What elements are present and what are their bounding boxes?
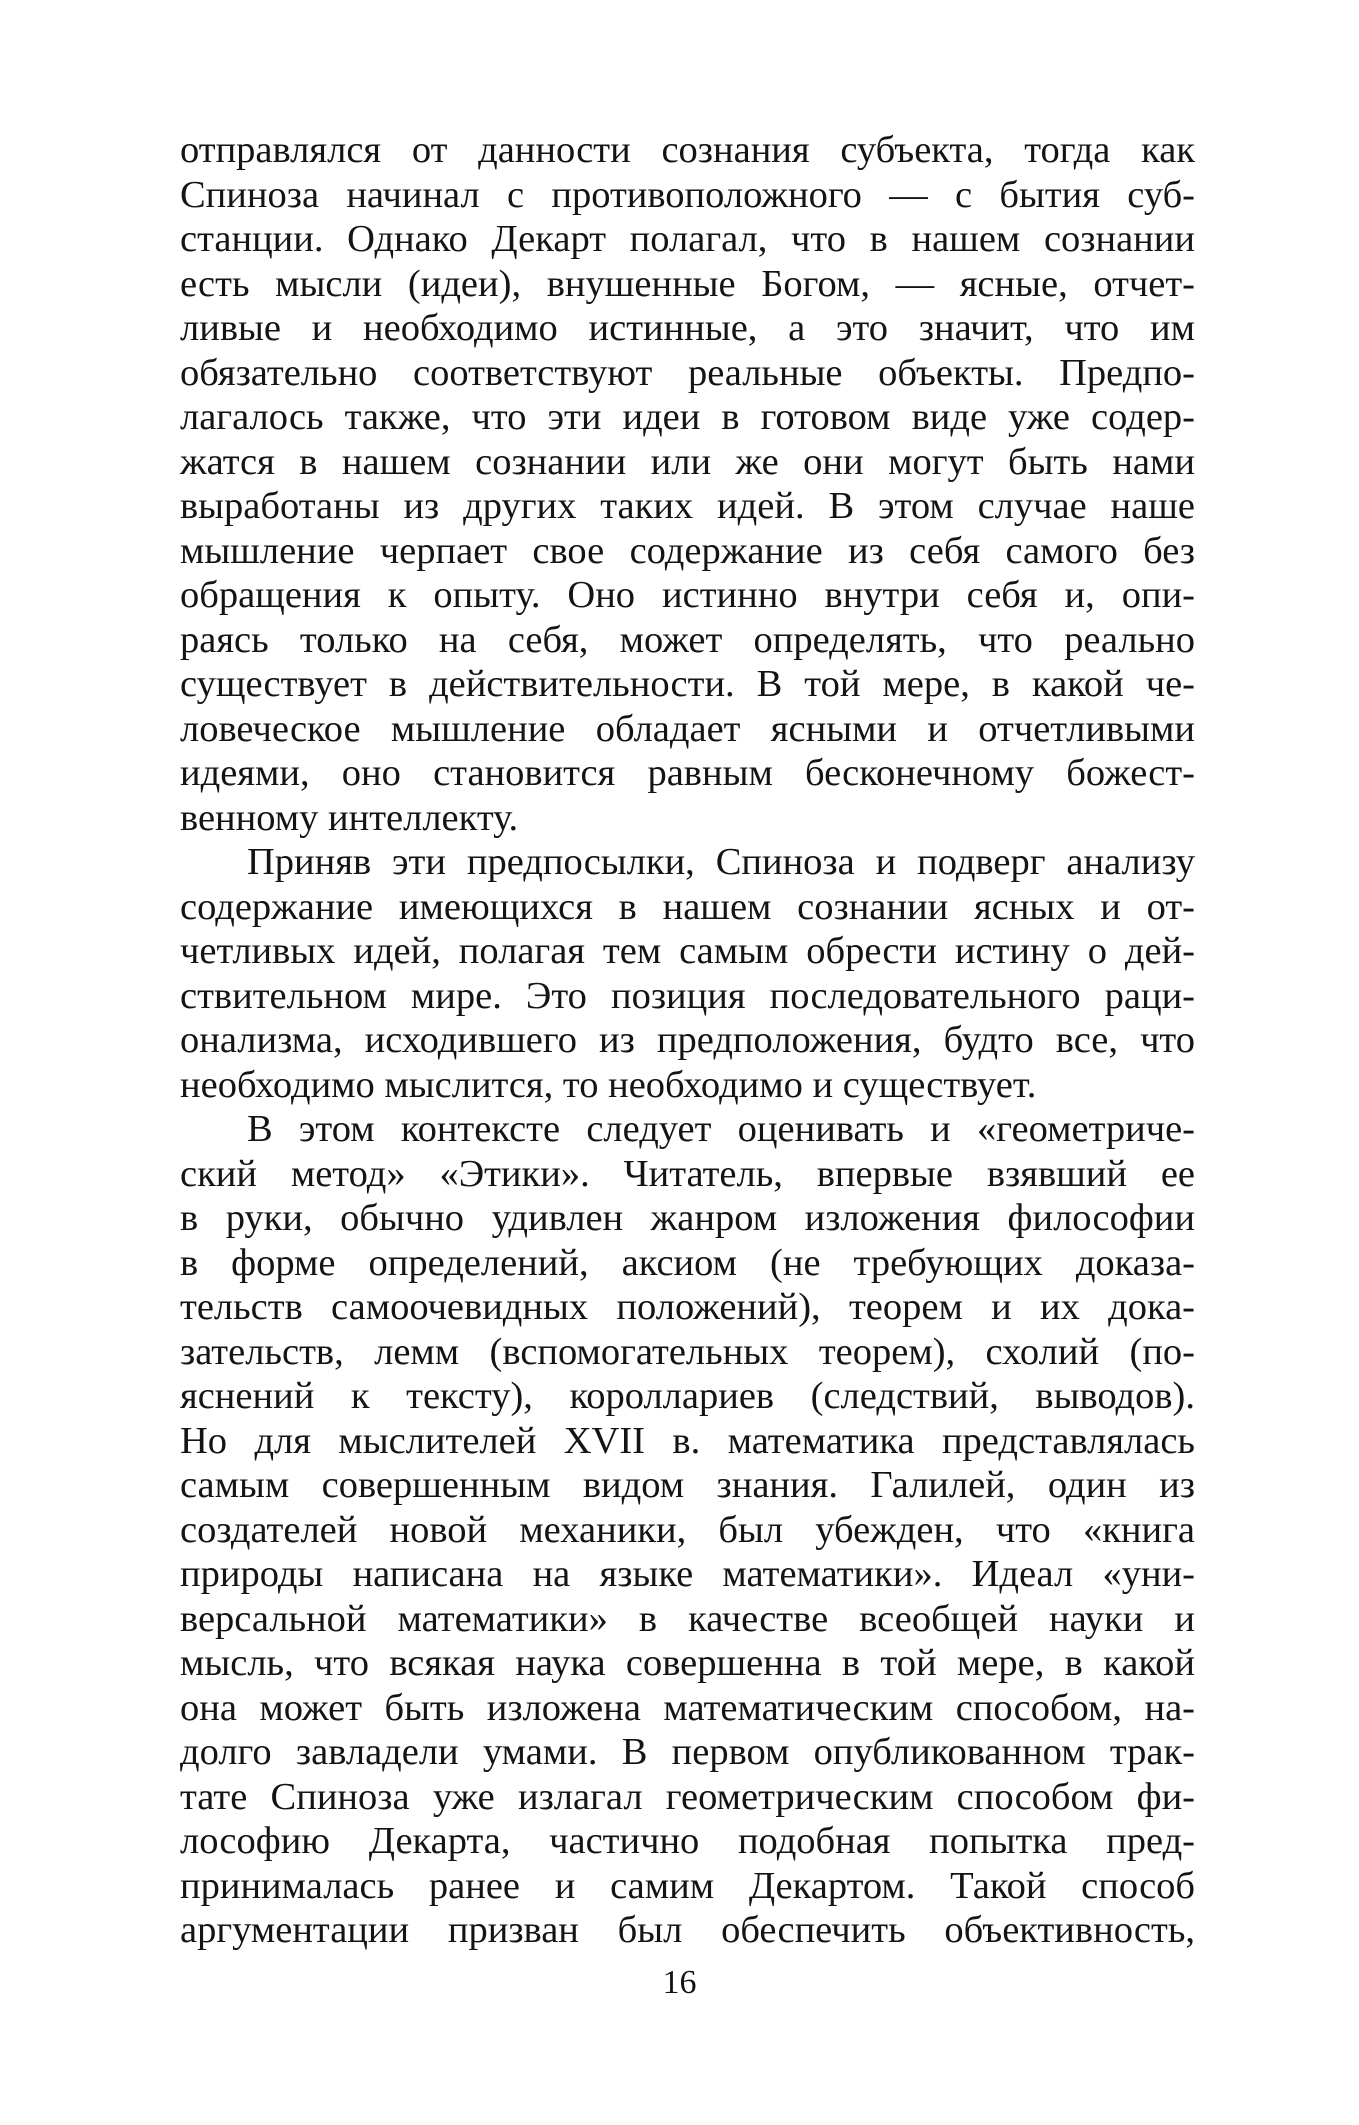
text-line: обращения к опыту. Оно истинно внутри себя и, опи-: [180, 574, 1195, 616]
text-line: ский метод» «Этики». Читатель, впервые взявший ее: [180, 1152, 1195, 1195]
text-line: ливые и необходимо истинные, а это значит, что им: [180, 307, 1195, 349]
text-line: жатся в нашем сознании или же они могут быть нами: [180, 440, 1195, 483]
text-line: тате Спиноза уже излагал геометрическим способом фи-: [180, 1775, 1195, 1818]
text-line: обязательно соответствуют реальные объекты. Предпо-: [180, 351, 1195, 394]
text-line: Но для мыслителей XVII в. математика представлялась: [180, 1419, 1195, 1462]
text-line: она может быть изложена математическим способом, на-: [180, 1686, 1195, 1729]
text-line: в форме определений, аксиом (не требующих доказа-: [180, 1241, 1195, 1284]
text-line: лагалось также, что эти идеи в готовом виде уже содер-: [180, 396, 1195, 438]
page-body: [180, 128, 1195, 1953]
text-line: В этом контексте следует оценивать и «геометриче-: [247, 1108, 1195, 1150]
text-line: ствительном мире. Это позиция последовательного раци-: [180, 974, 1195, 1017]
paragraph: [180, 1107, 1195, 1953]
text-line: мысль, что всякая наука совершенна в той мере, в какой: [180, 1642, 1195, 1684]
text-line: мышление черпает свое содержание из себя самого без: [180, 529, 1195, 572]
text-line: зательств, лемм (вспомогательных теорем), схолий (по-: [180, 1330, 1195, 1373]
text-line: самым совершенным видом знания. Галилей, один из: [180, 1464, 1195, 1506]
text-line: создателей новой механики, был убежден, что «книга: [180, 1508, 1195, 1551]
text-line: станции. Однако Декарт полагал, что в нашем сознании: [180, 218, 1195, 260]
text-line: необходимо мыслится, то необходимо и существует.: [180, 1063, 1037, 1106]
text-line: долго завладели умами. В первом опубликованном трак-: [180, 1731, 1195, 1773]
text-line: природы написана на языке математики». Идеал «уни-: [180, 1553, 1195, 1595]
text-line: тельств самоочевидных положений), теорем и их дока-: [180, 1286, 1195, 1328]
text-line: содержание имеющихся в нашем сознании ясных и от-: [180, 885, 1195, 928]
text-line: яснений к тексту), короллариев (следствий, выводов).: [180, 1375, 1195, 1417]
text-line: выработаны из других таких идей. В этом случае наше: [180, 485, 1195, 527]
text-line: четливых идей, полагая тем самым обрести истину о дей-: [180, 930, 1195, 972]
text-line: есть мысли (идеи), внушенные Богом, — ясные, отчет-: [180, 262, 1195, 305]
text-line: принималась ранее и самим Декартом. Такой способ: [180, 1864, 1195, 1907]
text-line: идеями, оно становится равным бесконечному божест-: [180, 752, 1195, 794]
text-line: отправлялся от данности сознания субъекта, тогда как: [180, 129, 1195, 171]
text-line: Приняв эти предпосылки, Спиноза и подверг анализу: [247, 841, 1195, 883]
text-line: версальной математики» в качестве всеобщей науки и: [180, 1597, 1195, 1640]
text-line: ловеческое мышление обладает ясными и отчетливыми: [180, 707, 1195, 750]
text-line: онализма, исходившего из предположения, будто все, что: [180, 1019, 1195, 1061]
text-line: венному интеллекту.: [180, 796, 519, 839]
text-line: существует в действительности. В той мере, в какой че-: [180, 663, 1195, 705]
text-line: в руки, обычно удивлен жанром изложения философии: [180, 1197, 1195, 1239]
text-line: аргументации призван был обеспечить объективность,: [180, 1909, 1195, 1951]
paragraph: [180, 840, 1195, 1107]
text-line: Спиноза начинал с противоположного — с бытия суб-: [180, 173, 1195, 216]
text-line: лософию Декарта, частично подобная попытка пред-: [180, 1820, 1195, 1862]
page-number: 16: [662, 1964, 697, 2001]
paragraph: [180, 128, 1195, 840]
text-line: раясь только на себя, может определять, что реально: [180, 618, 1195, 661]
